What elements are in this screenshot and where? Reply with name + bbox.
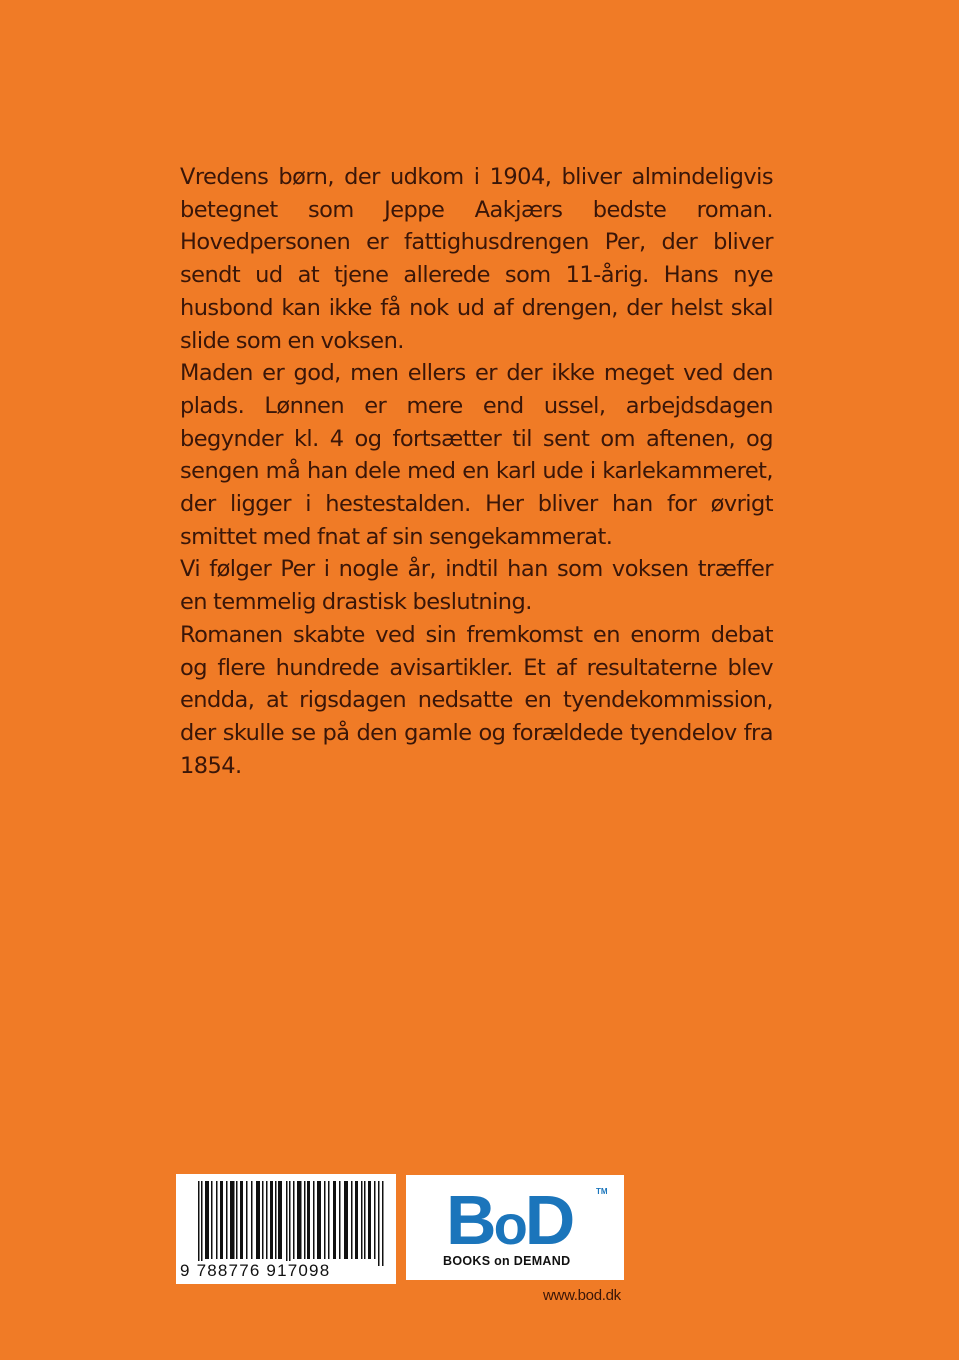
trademark-symbol: TM xyxy=(596,1187,608,1196)
isbn-digits: 9 788776 917098 xyxy=(180,1261,331,1280)
blurb-paragraph-4: Romanen skabte ved sin fremkomst en enorm debat og flere hundrede avisartikler. Et af resultaterne blev endda, at rigsdagen nedsatte en tyendekommission, der skulle se på den gamle og forældede tyendelov fra 1854. xyxy=(180,621,773,779)
blurb-paragraph-2: Maden er god, men ellers er der ikke meget ved den plads. Lønnen er mere end ussel, arbejdsdagen begynder kl. 4 og fortsætter til sent om aftenen, og sengen må han dele med en karl ude i karlekammeret, der ligger i hestestalden. Her bliver han for øvrigt smittet med fnat af sin sengekammerat. xyxy=(180,360,773,550)
barcode-icon xyxy=(198,1181,388,1266)
bod-logo-mark: BoD xyxy=(446,1181,573,1259)
publisher-logo xyxy=(406,1175,624,1280)
back-cover-blurb xyxy=(180,161,773,782)
publisher-tagline: BOOKS on DEMAND xyxy=(443,1254,571,1268)
blurb-paragraph-1: Vredens børn, der udkom i 1904, bliver almindeligvis betegnet som Jeppe Aakjærs bedste roman. Hovedpersonen er fattighusdrengen Per, der bliver sendt ud at tjene allerede som 11-årig. Hans nye husbond kan ikke få nok ud af drengen, der helst skal slide som en voksen. xyxy=(180,164,773,354)
blurb-paragraph-3: Vi følger Per i nogle år, indtil han som voksen træffer en temmelig drastisk beslutning. xyxy=(180,556,773,616)
isbn-barcode xyxy=(176,1174,396,1284)
publisher-url[interactable]: www.bod.dk xyxy=(543,1287,621,1304)
